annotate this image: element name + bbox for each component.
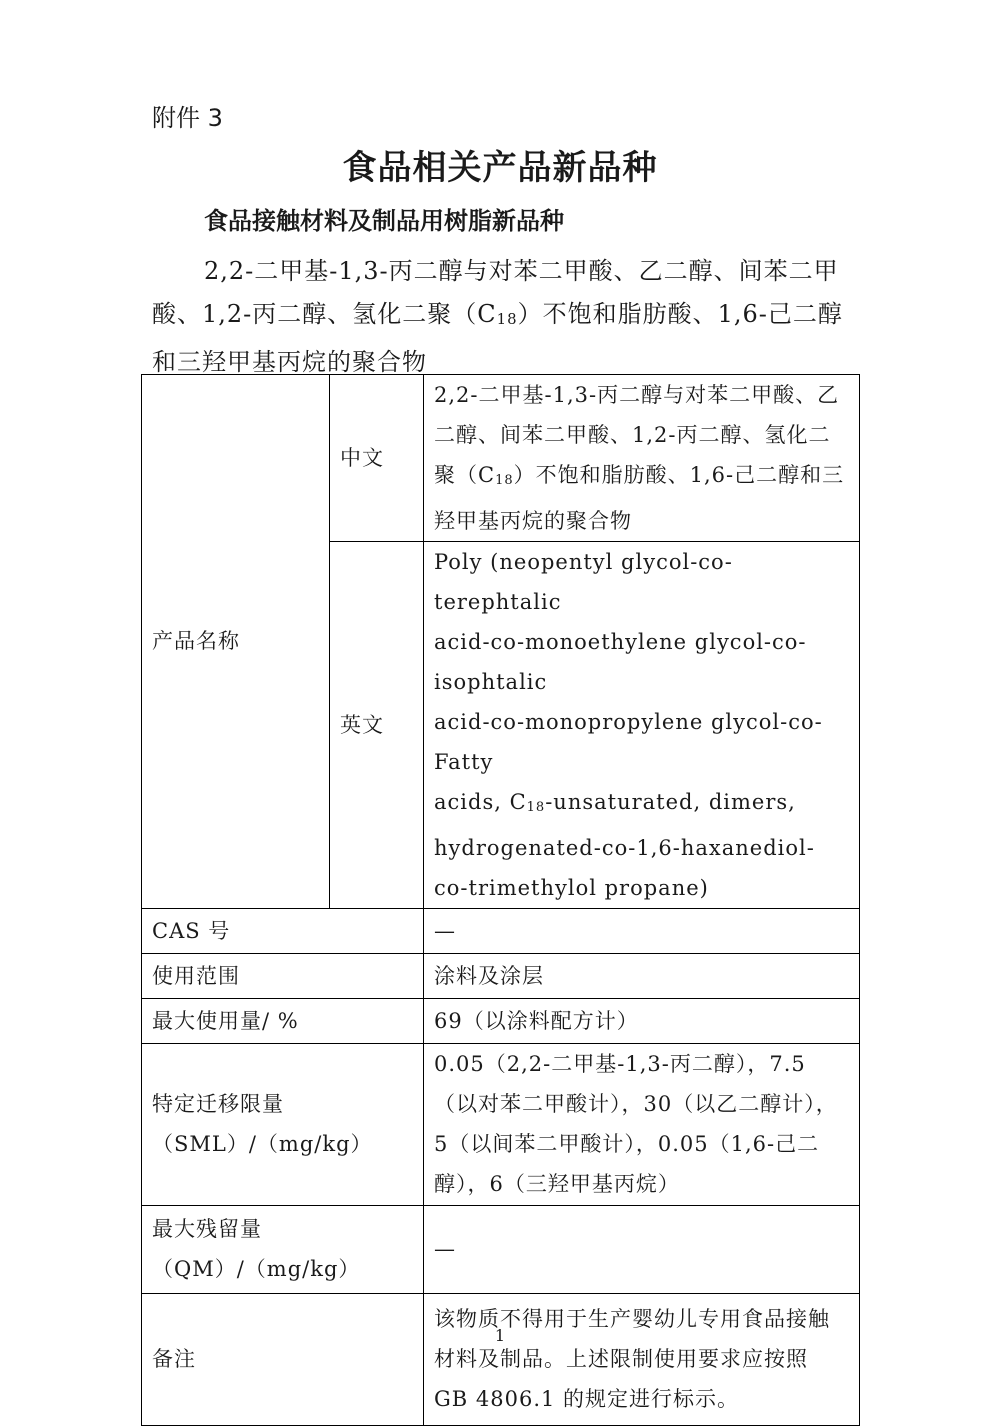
chinese-name-prefix: 2,2-二甲基-1,3-丙二醇与对苯二甲酸、乙二醇、间苯二甲酸、1,2-丙二醇、氢化二聚（C — [434, 383, 840, 487]
sml-value: 0.05（2,2-二甲基-1,3-丙二醇），7.5（以对苯二甲酸计），30（以乙二醇计），5（以间苯二甲酸计），0.05（1,6-己二醇），6（三羟甲基丙烷） — [424, 1043, 860, 1205]
english-label: 英文 — [330, 541, 424, 908]
cas-label: CAS 号 — [142, 908, 424, 953]
scope-value: 涂料及涂层 — [424, 953, 860, 998]
table-row — [142, 1205, 860, 1293]
table-row — [142, 908, 860, 953]
max-use-label: 最大使用量/ % — [142, 998, 424, 1043]
qm-label — [142, 1205, 424, 1293]
table-row — [142, 953, 860, 998]
substance-name-suffix: ）不饱和脂肪酸、1,6-己二醇和三羟甲基丙烷的聚合物 — [152, 300, 843, 377]
remarks-label: 备注 — [142, 1293, 424, 1425]
english-name-line: Poly (neopentyl glycol-co-terephtalic — [434, 549, 733, 614]
max-use-value: 69（以涂料配方计） — [424, 998, 860, 1043]
chinese-label: 中文 — [330, 375, 424, 542]
document-title: 食品相关产品新品种 — [342, 148, 658, 188]
english-name-line: acid-co-monoethylene glycol-co-isophtalic — [434, 629, 807, 694]
english-name-line4-prefix: acids, C — [434, 789, 527, 814]
scope-label: 使用范围 — [142, 953, 424, 998]
table-row — [142, 998, 860, 1043]
chinese-name-subscript: 18 — [495, 472, 514, 488]
sml-label-line: 特定迁移限量 — [152, 1092, 284, 1117]
qm-label-line: 最大残留量 — [152, 1217, 262, 1242]
attachment-label: 附件 3 — [152, 104, 223, 132]
english-name-subscript: 18 — [526, 799, 546, 815]
product-name-label: 产品名称 — [142, 375, 330, 909]
english-name-line: hydrogenated-co-1,6-haxanediol- — [434, 835, 815, 860]
substance-name-subscript: 18 — [496, 310, 518, 329]
english-name-line: acid-co-monopropylene glycol-co-Fatty — [434, 709, 823, 774]
substance-name-prefix: 2,2-二甲基-1,3-丙二醇与对苯二甲酸、乙二醇、间苯二甲酸、1,2-丙二醇、氢化二聚（C — [152, 257, 839, 328]
table-row — [142, 1043, 860, 1205]
document-subtitle: 食品接触材料及制品用树脂新品种 — [204, 207, 564, 235]
qm-value: — — [424, 1205, 860, 1293]
cas-value: — — [424, 908, 860, 953]
english-name-line4-suffix: -unsaturated, dimers, — [545, 789, 796, 814]
table-row — [142, 1293, 860, 1425]
english-name-line — [434, 782, 849, 828]
english-name-value — [424, 541, 860, 908]
chinese-name-value — [424, 375, 860, 542]
sml-label-line: （SML）/（mg/kg） — [152, 1132, 373, 1157]
english-name-line: co-trimethylol propane) — [434, 875, 709, 900]
sml-label — [142, 1043, 424, 1205]
spec-table — [141, 374, 860, 1426]
page-number: 1 — [494, 1326, 506, 1345]
table-row — [142, 375, 860, 542]
remarks-value: 该物质不得用于生产婴幼儿专用食品接触材料及制品。上述限制使用要求应按照 GB 4806.1 的规定进行标示。 — [424, 1293, 860, 1425]
chinese-name-suffix: ）不饱和脂肪酸、1,6-己二醇和三羟甲基丙烷的聚合物 — [434, 463, 845, 533]
substance-name-heading — [152, 250, 848, 384]
qm-label-line: （QM）/（mg/kg） — [152, 1257, 361, 1282]
